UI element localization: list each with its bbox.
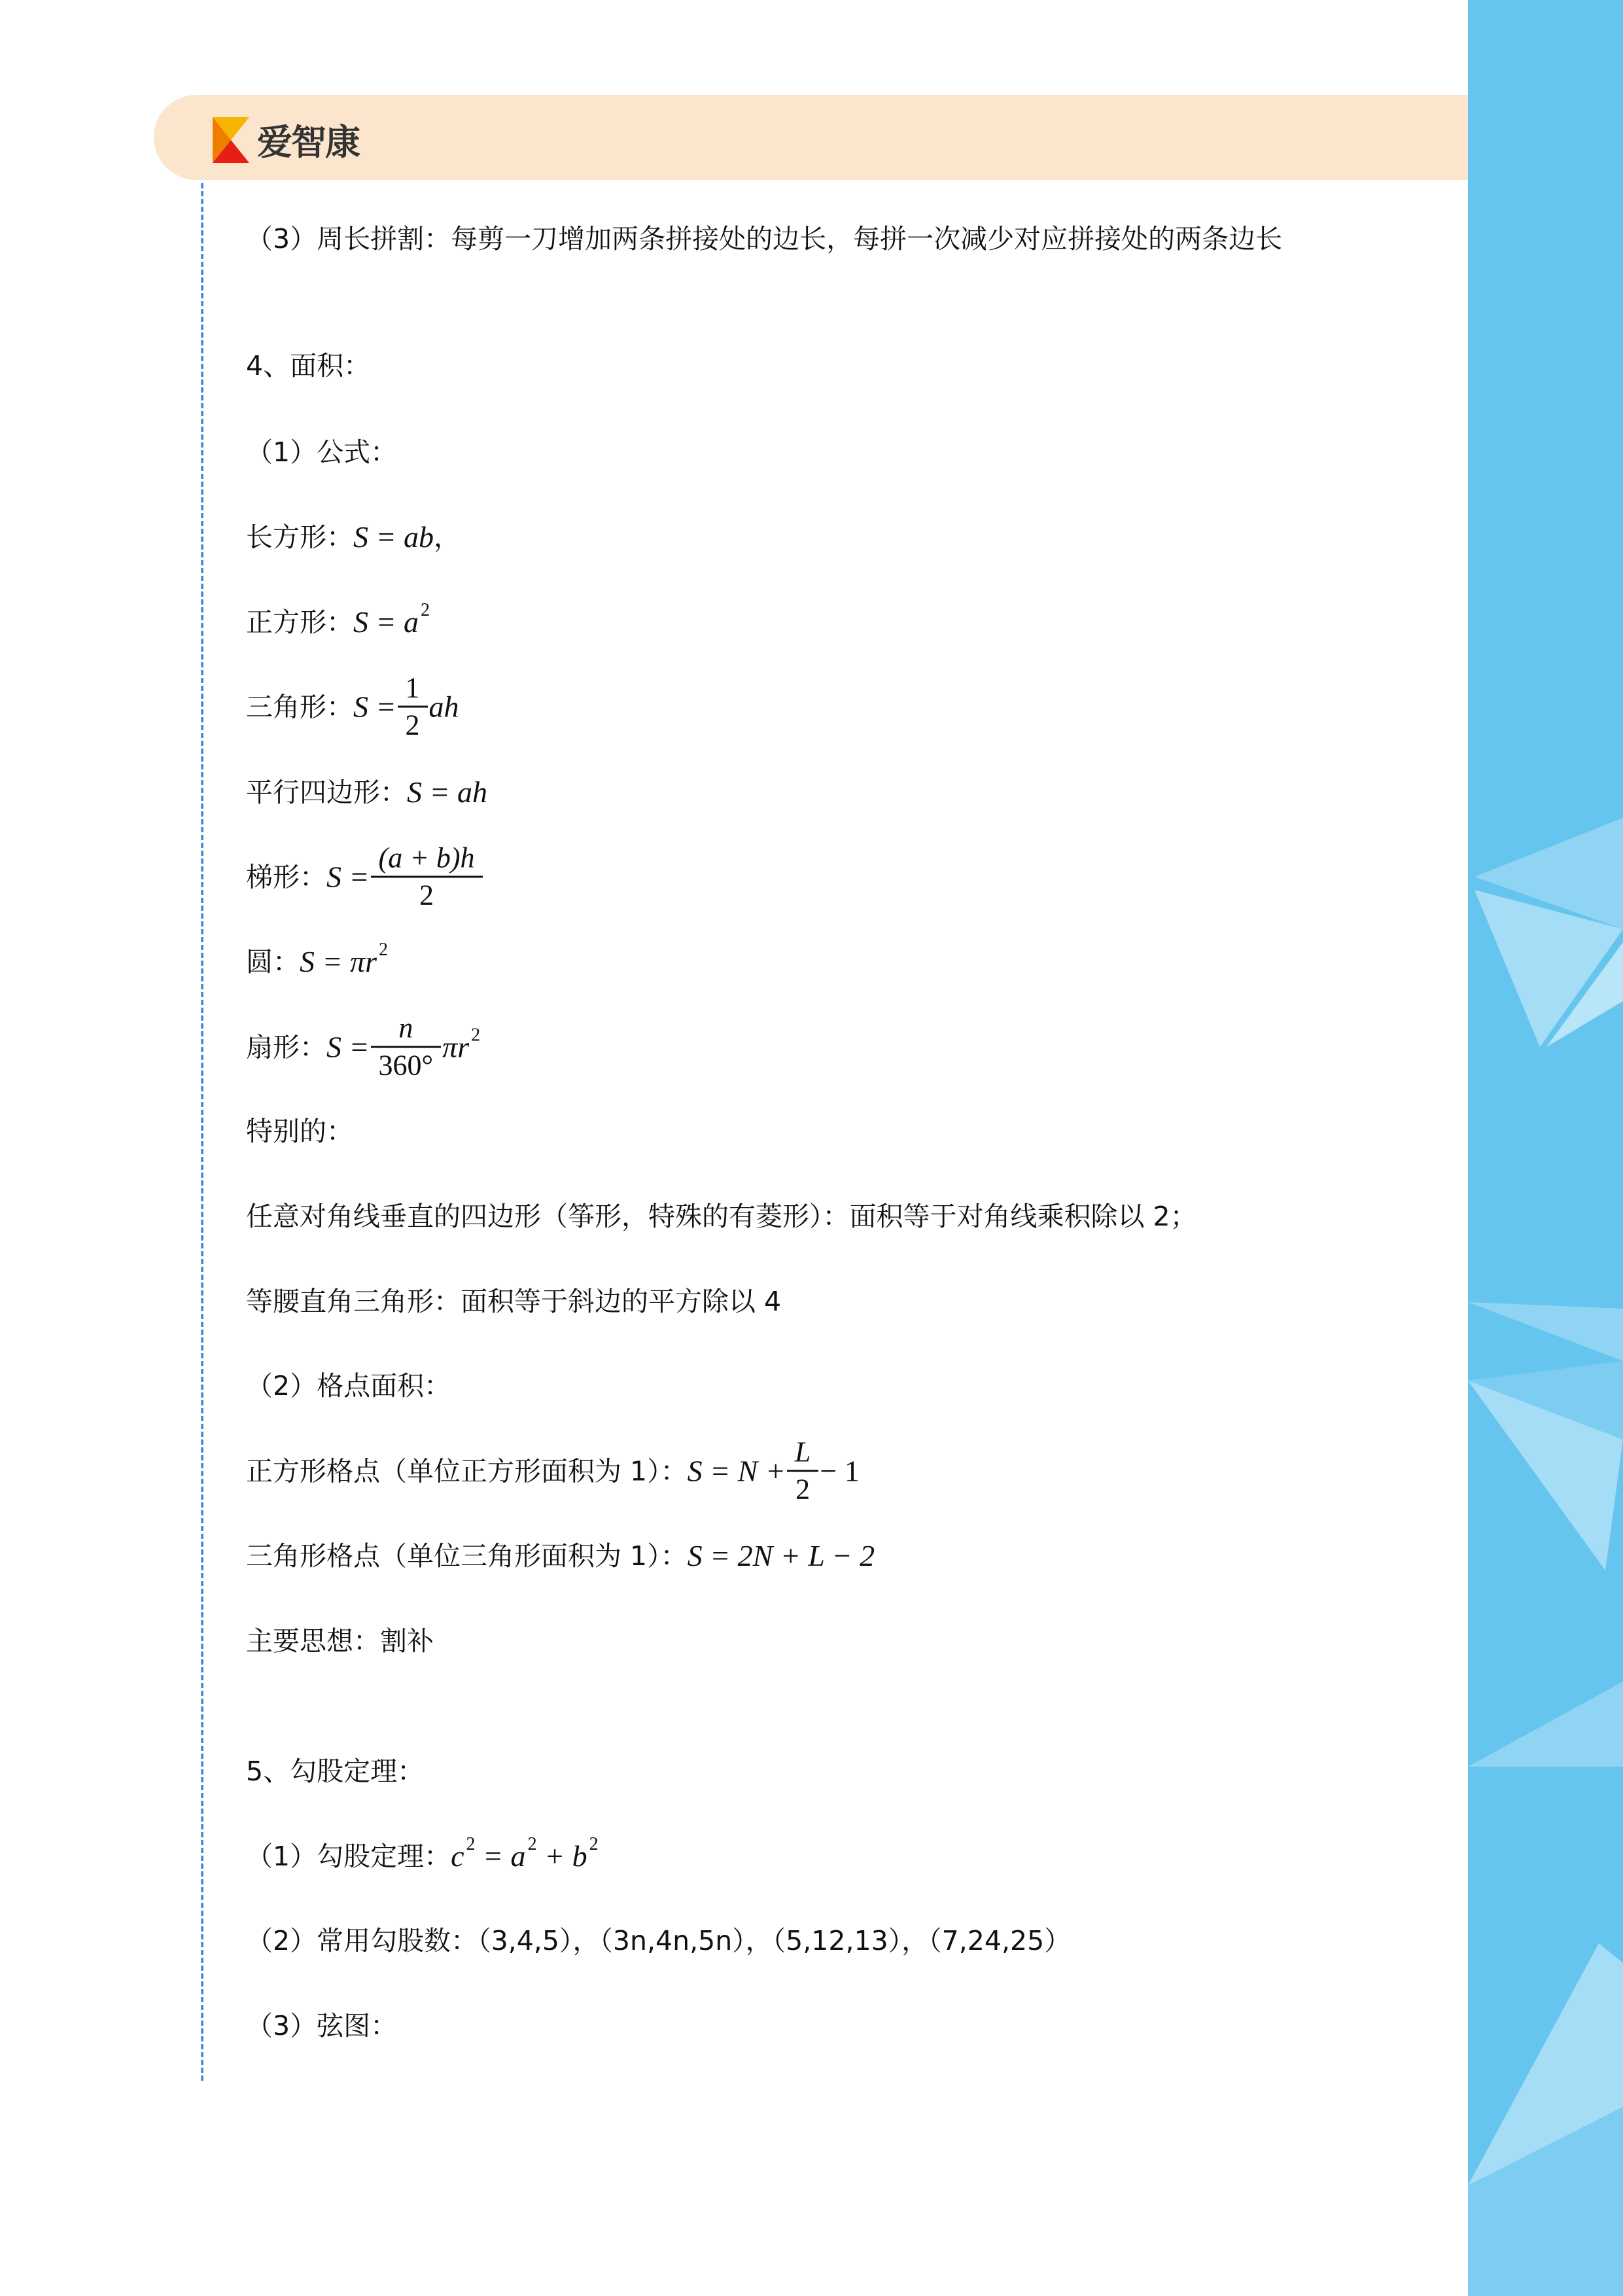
grid-area-heading: （2）格点面积： bbox=[246, 1370, 451, 1402]
denominator: 2 bbox=[787, 1470, 818, 1508]
circle-formula bbox=[246, 942, 388, 981]
triangle-grid-formula bbox=[246, 1536, 875, 1576]
header-banner bbox=[154, 95, 1468, 180]
main-idea: 主要思想：割补 bbox=[246, 1625, 434, 1657]
formula-lhs: S = bbox=[326, 860, 370, 893]
a-exponent: 2 bbox=[527, 1834, 537, 1854]
b-exponent: 2 bbox=[589, 1834, 599, 1854]
parallelogram-formula bbox=[246, 773, 487, 812]
exponent: 2 bbox=[379, 940, 388, 960]
label: 梯形： bbox=[246, 861, 326, 892]
section-5-heading: 5、勾股定理： bbox=[246, 1756, 425, 1787]
sector-formula bbox=[246, 1011, 480, 1084]
perimeter-cut-line: （3）周长拼割：每剪一刀增加两条拼接处的边长，每拼一次减少对应拼接处的两条边长 bbox=[246, 223, 1283, 255]
fraction bbox=[375, 841, 479, 913]
decorative-side-band bbox=[1468, 0, 1623, 2296]
formulas-heading: （1）公式： bbox=[246, 436, 398, 468]
logo bbox=[213, 115, 359, 165]
band-facets bbox=[1468, 0, 1623, 2296]
label: 三角形格点（单位三角形面积为 1）： bbox=[246, 1540, 688, 1572]
c-term: c bbox=[451, 1839, 464, 1873]
pythagorean-theorem bbox=[246, 1834, 599, 1876]
fraction bbox=[402, 671, 424, 743]
square-grid-formula bbox=[246, 1435, 860, 1508]
formula: S = ah bbox=[407, 775, 488, 809]
label: 扇形： bbox=[246, 1031, 326, 1063]
numerator: L bbox=[794, 1436, 811, 1468]
formula-lhs: S = N + bbox=[687, 1454, 786, 1487]
exponent: 2 bbox=[471, 1025, 481, 1045]
c-exponent: 2 bbox=[466, 1834, 476, 1854]
numerator: (a + b)h bbox=[378, 841, 475, 874]
triangle-formula bbox=[246, 671, 459, 743]
logo-icon bbox=[213, 117, 249, 163]
label: 平行四边形： bbox=[246, 777, 407, 808]
exponent: 2 bbox=[421, 600, 430, 620]
formula-rhs: πr bbox=[442, 1030, 470, 1063]
chord-diagram-heading: （3）弦图： bbox=[246, 2010, 398, 2041]
special-note-2: 等腰直角三角形：面积等于斜边的平方除以 4 bbox=[246, 1286, 782, 1317]
label: 圆： bbox=[246, 946, 300, 978]
formula: S = a bbox=[353, 605, 419, 639]
label: 正方形： bbox=[246, 607, 353, 638]
formula: S = πr bbox=[300, 945, 377, 978]
denominator: 2 bbox=[371, 876, 483, 913]
numerator: 1 bbox=[405, 671, 420, 704]
fraction bbox=[791, 1435, 814, 1508]
formula: S = ab bbox=[353, 520, 434, 554]
formula: S = 2N + L − 2 bbox=[687, 1539, 875, 1572]
label: （1）勾股定理： bbox=[246, 1841, 451, 1872]
a-term: = a bbox=[475, 1839, 526, 1873]
fraction bbox=[375, 1011, 438, 1084]
dashed-margin-line bbox=[201, 183, 203, 2081]
label: 长方形： bbox=[246, 521, 353, 553]
formula-lhs: S = bbox=[326, 1030, 370, 1063]
formula-rhs: ah bbox=[428, 690, 459, 723]
label: 正方形格点（单位正方形面积为 1）： bbox=[246, 1455, 688, 1487]
b-term: + b bbox=[536, 1839, 587, 1873]
numerator: n bbox=[398, 1012, 413, 1044]
trapezoid-formula bbox=[246, 841, 484, 913]
denominator: 2 bbox=[398, 706, 428, 743]
special-note-1: 任意对角线垂直的四边形（筝形，特殊的有菱形）：面积等于对角线乘积除以 2； bbox=[246, 1201, 1197, 1232]
tail: ， bbox=[434, 521, 461, 553]
rectangle-formula bbox=[246, 518, 461, 557]
label: 三角形： bbox=[246, 691, 353, 722]
pythagorean-triples: （2）常用勾股数：（3,4,5），（3n,4n,5n），（5,12,13），（7,24,25） bbox=[246, 1925, 1072, 1956]
section-4-heading: 4、面积： bbox=[246, 350, 371, 381]
formula-rhs: − 1 bbox=[820, 1454, 860, 1487]
denominator: 360° bbox=[371, 1046, 442, 1084]
special-heading: 特别的： bbox=[246, 1116, 353, 1147]
logo-text: 爱智康 bbox=[257, 122, 359, 163]
square-formula bbox=[246, 600, 430, 642]
formula-lhs: S = bbox=[353, 690, 396, 723]
